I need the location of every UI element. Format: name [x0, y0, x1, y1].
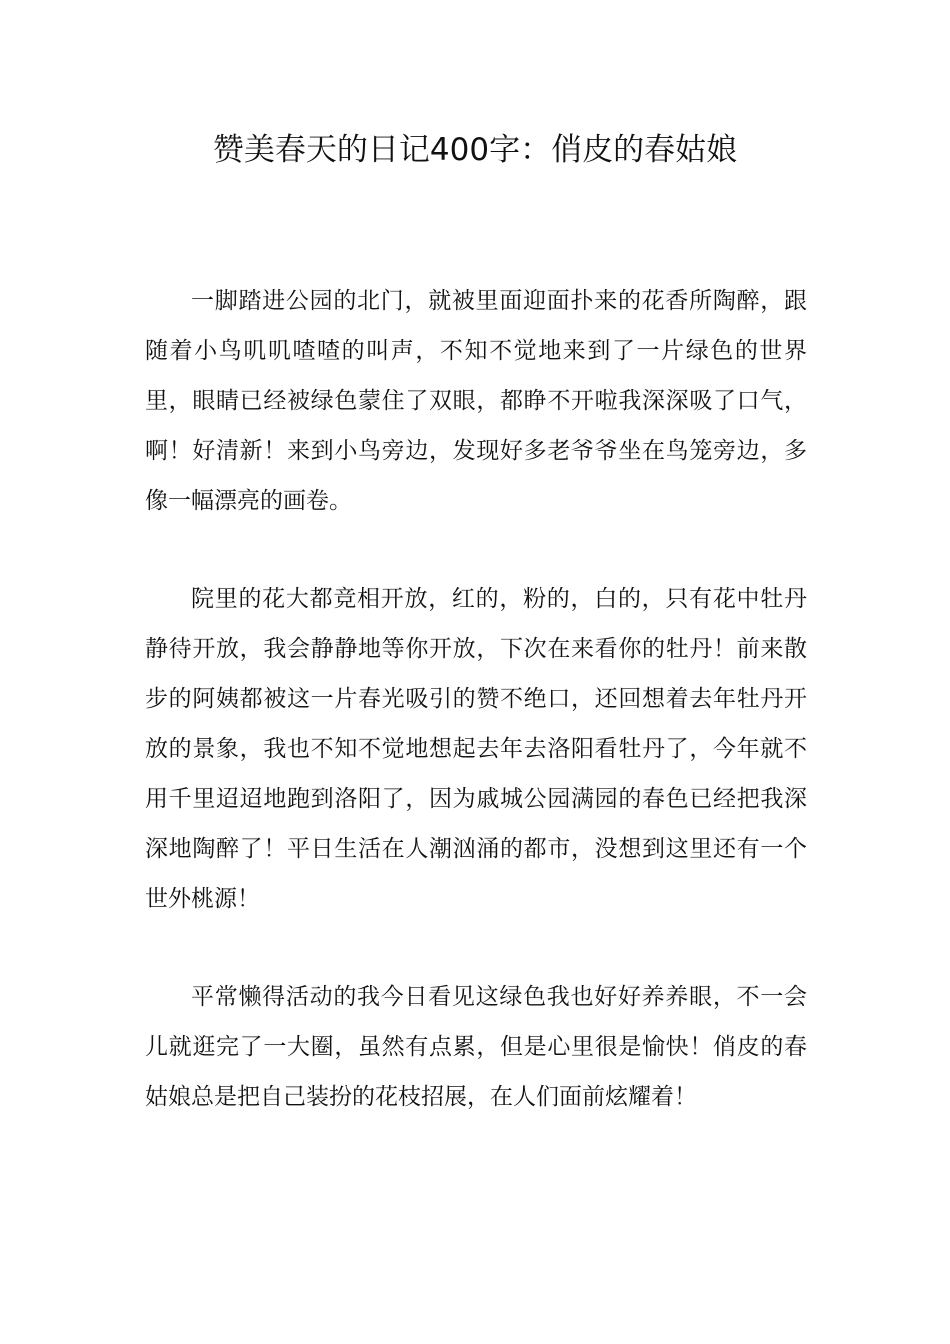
paragraph-3: 平常懒得活动的我今日看见这绿色我也好好养养眼，不一会儿就逛完了一大圈，虽然有点累，但是心里很是愉快！俏皮的春姑娘总是把自己装扮的花枝招展，在人们面前炫耀着！: [145, 984, 807, 1110]
document-title: 赞美春天的日记400字：俏皮的春姑娘: [212, 132, 738, 168]
paragraph-2: 院里的花大都竞相开放，红的，粉的，白的，只有花中牡丹静待开放，我会静静地等你开放，下次在来看你的牡丹！前来散步的阿姨都被这一片春光吸引的赞不绝口，还回想着去年牡丹开放的景象，我也不知不觉地想起去年去洛阳看牡丹了，今年就不用千里迢迢地跑到洛阳了，因为戚城公园满园的春色已经把我深深地陶醉了！平日生活在人潮汹涌的都市，没想到这里还有一个世外桃源！: [145, 586, 807, 912]
paragraph-1: 一脚踏进公园的北门，就被里面迎面扑来的花香所陶醉，跟随着小鸟叽叽喳喳的叫声，不知不觉地来到了一片绿色的世界里，眼睛已经被绿色蒙住了双眼，都睁不开啦我深深吸了口气，啊！好清新！来到小鸟旁边，发现好多老爷爷坐在鸟笼旁边，多像一幅漂亮的画卷。: [145, 288, 807, 514]
